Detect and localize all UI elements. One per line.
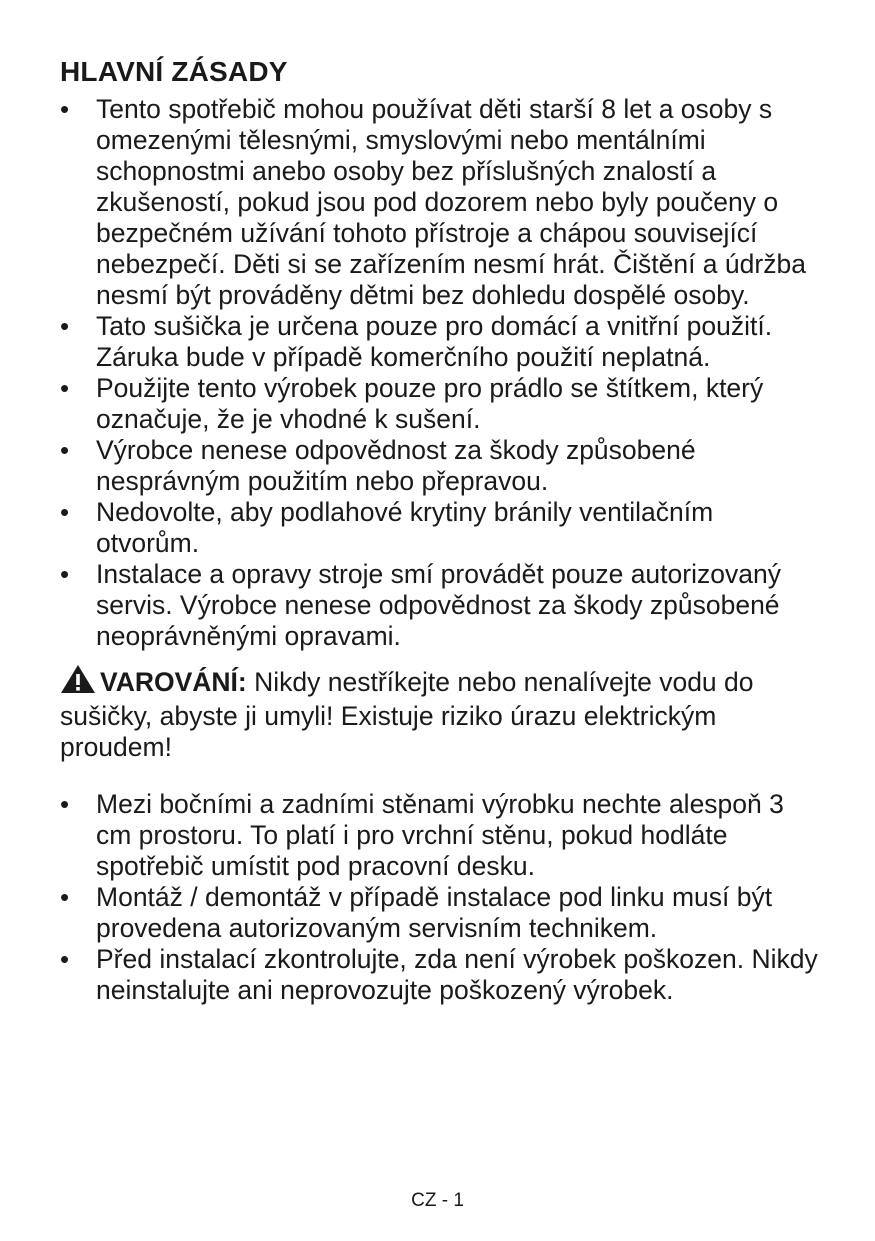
warning-notice xyxy=(60,664,820,763)
installation-list xyxy=(60,789,820,1006)
list-item: • Nedovolte, aby podlahové krytiny bránily ventilačním otvorům. xyxy=(60,497,820,559)
section-title: HLAVNÍ ZÁSADY xyxy=(60,56,288,87)
list-item: • Tato sušička je určena pouze pro domácí a vnitřní použití. Záruka bude v případě komerčního použití neplatná. xyxy=(60,311,820,373)
list-item: • Instalace a opravy stroje smí provádět pouze autorizovaný servis. Výrobce nenese odpovědnost za škody způsobené neoprávněnými opravami. xyxy=(60,559,820,652)
warning-triangle-icon xyxy=(60,664,96,701)
general-principles-list xyxy=(60,94,820,652)
list-item: • Tento spotřebič mohou používat děti starší 8 let a osoby s omezenými tělesnými, smyslovými nebo mentálními schopnostmi anebo osoby bez příslušných znalostí a zkušeností, pokud jsou pod dozorem nebo byly poučeny o bezpečném užívání tohoto přístroje a chápou související nebezpečí. Děti si se zařízením nesmí hrát. Čištění a údržba nesmí být prováděny dětmi bez dohledu dospělé osoby. xyxy=(60,94,820,311)
list-item: • Použijte tento výrobek pouze pro prádlo se štítkem, který označuje, že je vhodné k sušení. xyxy=(60,373,820,435)
warning-text: Nikdy nestříkejte nebo nenalívejte vodu do sušičky, abyste ji umyli! Existuje riziko úrazu elektrickým proudem! xyxy=(60,667,754,762)
list-item: • Před instalací zkontrolujte, zda není výrobek poškozen. Nikdy neinstalujte ani neprovozujte poškozený výrobek. xyxy=(60,944,820,1006)
list-item: • Mezi bočními a zadními stěnami výrobku nechte alespoň 3 cm prostoru. To platí i pro vrchní stěnu, pokud hodláte spotřebič umístit pod pracovní desku. xyxy=(60,789,820,882)
list-item: • Výrobce nenese odpovědnost za škody způsobené nesprávným použitím nebo přepravou. xyxy=(60,435,820,497)
page-number: CZ - 1 xyxy=(411,1190,464,1211)
list-item: • Montáž / demontáž v případě instalace pod linku musí být provedena autorizovaným servisním technikem. xyxy=(60,882,820,944)
document-page xyxy=(60,52,820,1006)
warning-label: VAROVÁNÍ: xyxy=(100,667,247,697)
